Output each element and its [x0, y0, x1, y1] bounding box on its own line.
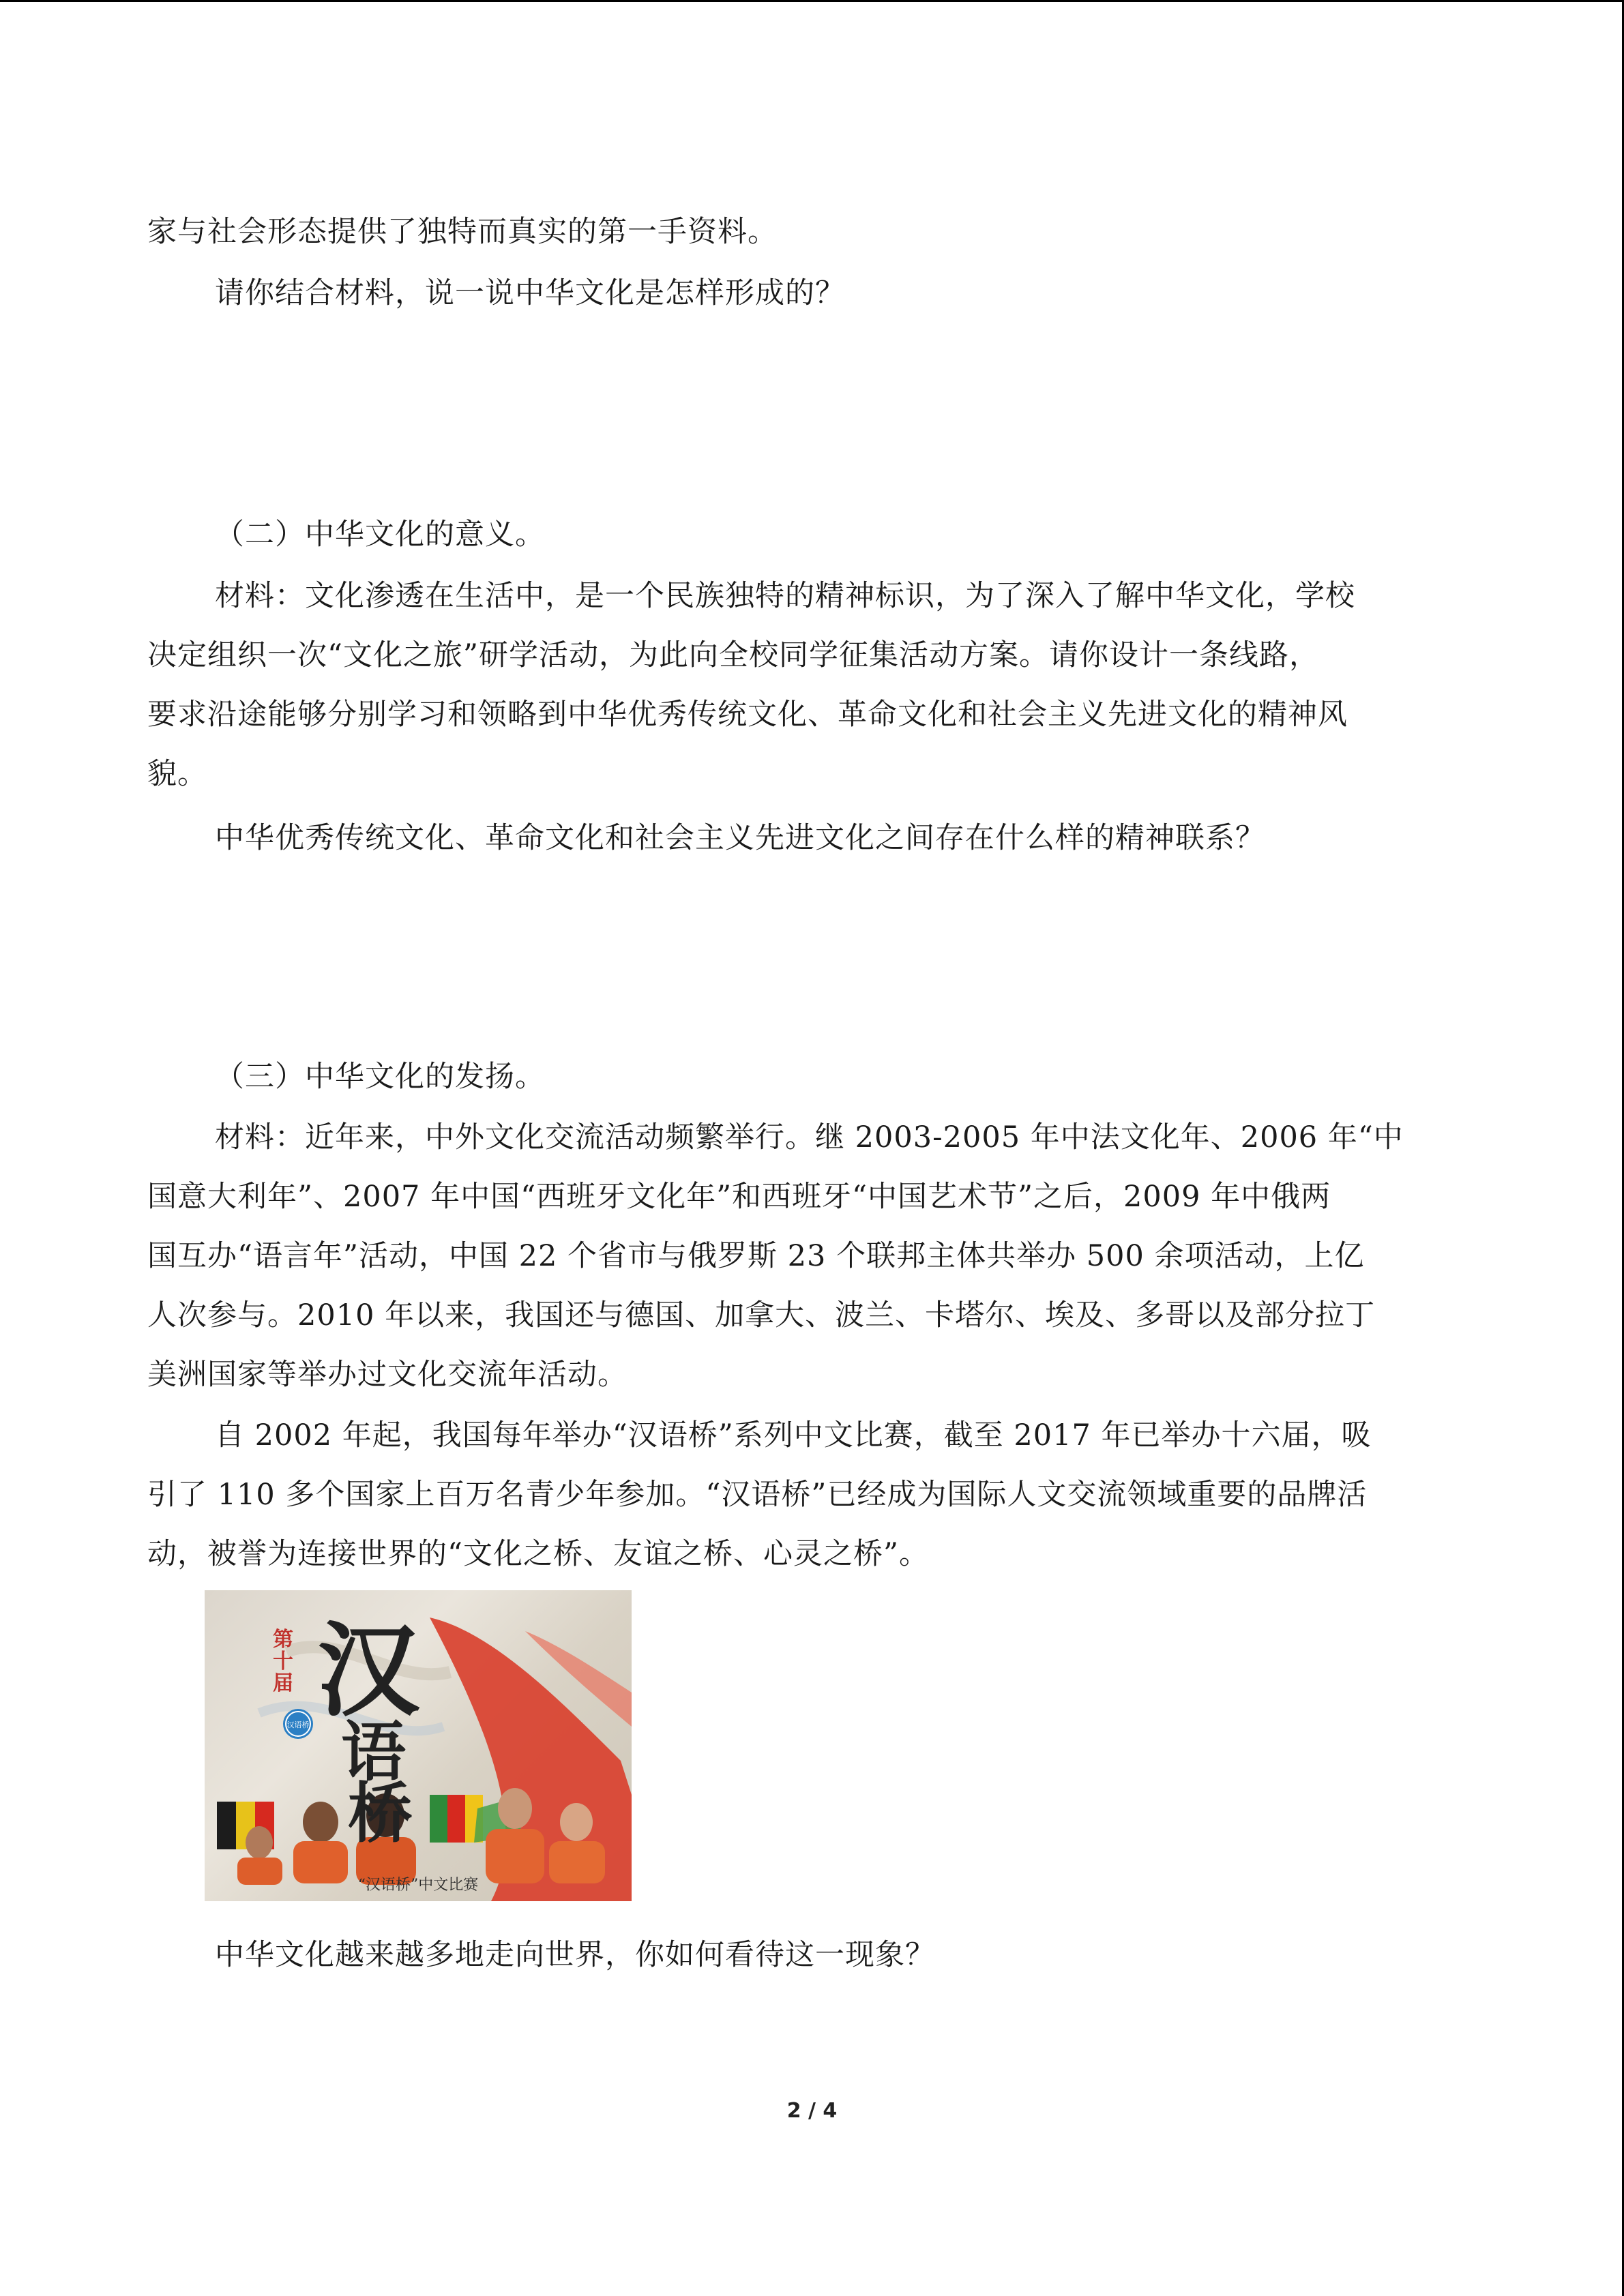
paragraph-line: 引了 110 多个国家上百万名青少年参加。“汉语桥”已经成为国际人文交流领域重要的品牌活: [147, 1478, 1368, 1512]
paragraph-line: 貌。: [147, 757, 207, 791]
paragraph-line: 国互办“语言年”活动，中国 22 个省市与俄罗斯 23 个联邦主体共举办 500 余项活动，上亿: [147, 1239, 1365, 1273]
paragraph-line: 动，被誉为连接世界的“文化之桥、友谊之桥、心灵之桥”。: [147, 1537, 929, 1571]
badge-label: 汉语桥: [286, 1720, 310, 1729]
paragraph-line: 美洲国家等举办过文化交流年活动。: [147, 1358, 628, 1392]
photo-illustration: [205, 1590, 632, 1901]
paragraph-line: 材料：文化渗透在生活中，是一个民族独特的精神标识，为了深入了解中华文化，学校: [215, 579, 1355, 613]
paragraph-line: 材料：近年来，中外文化交流活动频繁举行。继 2003-2005 年中法文化年、2006 年“中: [215, 1120, 1404, 1154]
paragraph-line: 自 2002 年起，我国每年举办“汉语桥”系列中文比赛，截至 2017 年已举办十六届，吸: [215, 1418, 1372, 1452]
section-heading-promotion: （三）中华文化的发扬。: [215, 1060, 545, 1094]
question-spiritual-link: 中华优秀传统文化、革命文化和社会主义先进文化之间存在什么样的精神联系？: [215, 821, 1265, 855]
edition-label: 第十届: [273, 1628, 293, 1695]
page-number: 2 / 4: [786, 2099, 838, 2123]
question-formation: 请你结合材料，说一说中华文化是怎样形成的？: [215, 276, 845, 310]
flag-stripe: [217, 1802, 236, 1849]
chinese-bridge-competition-photo: [205, 1590, 632, 1901]
paragraph-line: 家与社会形态提供了独特而真实的第一手资料。: [147, 215, 778, 249]
title-char-qiao: 桥: [348, 1776, 413, 1851]
photo-caption: “汉语桥”中文比赛: [357, 1877, 479, 1894]
paragraph-line: 国意大利年”、2007 年中国“西班牙文化年”和西班牙“中国艺术节”之后，2009 年中俄两: [147, 1180, 1331, 1214]
top-border-rule: [0, 0, 1624, 2]
section-heading-significance: （二）中华文化的意义。: [215, 518, 545, 552]
question-going-global: 中华文化越来越多地走向世界，你如何看待这一现象？: [215, 1938, 935, 1972]
title-char-yu: 语: [341, 1714, 407, 1790]
paragraph-line: 决定组织一次“文化之旅”研学活动，为此向全校同学征集活动方案。请你设计一条线路，: [147, 638, 1319, 672]
paragraph-line: 人次参与。2010 年以来，我国还与德国、加拿大、波兰、卡塔尔、埃及、多哥以及部分拉丁: [147, 1298, 1376, 1332]
title-char-han: 汉: [317, 1611, 420, 1731]
paragraph-line: 要求沿途能够分别学习和领略到中华优秀传统文化、革命文化和社会主义先进文化的精神风: [147, 698, 1348, 732]
